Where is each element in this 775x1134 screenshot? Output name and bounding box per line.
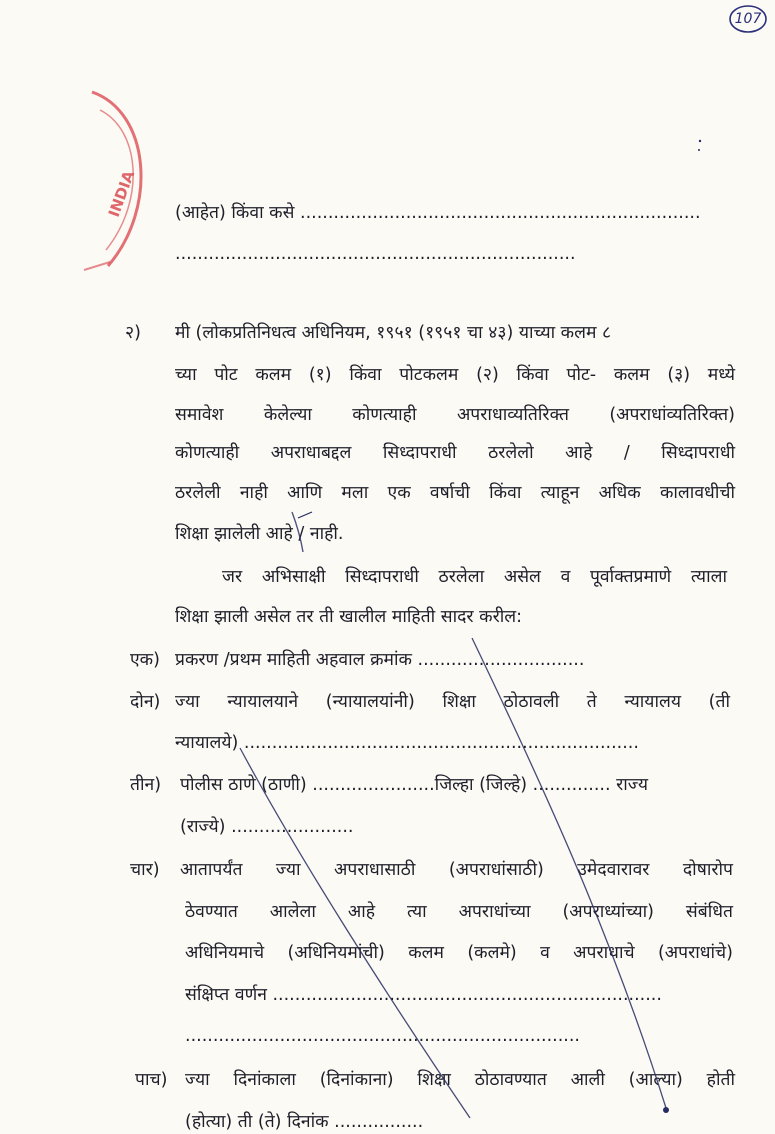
text-line-5: समावेश केलेल्या कोणत्याही अपराधाव्यतिरिक्त (अपराधांव्यतिरिक्त) bbox=[175, 405, 735, 425]
text-line-19: संक्षिप्त वर्णन ...................................................................... bbox=[185, 985, 662, 1005]
text-line-15: (राज्ये) ...................... bbox=[180, 817, 354, 837]
text-line-8: शिक्षा झालेली आहे / नाही. bbox=[175, 524, 344, 544]
item-number-ek: एक) bbox=[130, 650, 160, 670]
text-line-4: च्या पोट कलम (१) किंवा पोटकलम (२) किंवा पोट- कलम (३) मध्ये bbox=[175, 365, 735, 385]
item-number-2: २) bbox=[125, 323, 141, 343]
text-line-17: ठेवण्यात आलेला आहे त्या अपराधांच्या (अपराध्यांच्या) संबंधित bbox=[185, 902, 733, 922]
item-number-teen: तीन) bbox=[130, 775, 162, 795]
text-line-2: ........................................................................ bbox=[175, 244, 576, 264]
text-line-7: ठरलेली नाही आणि मला एक वर्षाची किंवा त्याहून अधिक कालावधीची bbox=[175, 483, 735, 503]
text-line-21: ज्या दिनांकाला (दिनांकाना) शिक्षा ठोठावण्यात आली (आल्या) होती bbox=[185, 1070, 735, 1090]
text-line-6: कोणत्याही अपराधाबद्दल सिध्दापराधी ठरलेलो आहे / सिध्दापराधी bbox=[175, 443, 735, 463]
stamp-text: INDIA bbox=[104, 168, 139, 220]
text-line-9: जर अभिसाक्षी सिध्दापराधी ठरलेला असेल व पूर्वाक्तप्रमाणे त्याला bbox=[222, 567, 727, 587]
text-line-10: शिक्षा झाली असेल तर ती खालील माहिती सादर करील: bbox=[175, 607, 523, 627]
text-line-11: प्रकरण /प्रथम माहिती अहवाल क्रमांक .............................. bbox=[175, 650, 585, 670]
item-number-char: चार) bbox=[130, 860, 160, 880]
item-number-panch: पाच) bbox=[135, 1070, 168, 1090]
text-line-16: आतापर्यंत ज्या अपराधासाठी (अपराधांसाठी) उमेदवारावर दोषारोप bbox=[180, 860, 733, 880]
text-line-13: न्यायालये) ....................................................................... bbox=[175, 733, 639, 753]
item-number-don: दोन) bbox=[130, 692, 161, 712]
text-line-20: ....................................................................... bbox=[185, 1026, 580, 1046]
text-line-22: (होत्या) ती (ते) दिनांक ................ bbox=[185, 1112, 424, 1132]
text-line-18: अधिनियमाचे (अधिनियमांची) कलम (कलमे) व अपराधाचे (अपराधांचे) bbox=[185, 943, 733, 963]
text-line-3: मी (लोकप्रतिनिधत्व अधिनियम, १९५१ (१९५१ चा ४३) याच्या कलम ८ bbox=[175, 323, 612, 343]
page-number: 107 bbox=[734, 11, 762, 27]
text-line-12: ज्या न्यायालयाने (न्यायालयांनी) शिक्षा ठोठावली ते न्यायालय (ती bbox=[175, 692, 730, 712]
text-line-1: (आहेत) किंवा कसे ........................................................................ bbox=[175, 203, 701, 223]
text-line-14: पोलीस ठाणे (ठाणी) ......................जिल्हा (जिल्हे) .............. राज्य bbox=[180, 775, 648, 795]
